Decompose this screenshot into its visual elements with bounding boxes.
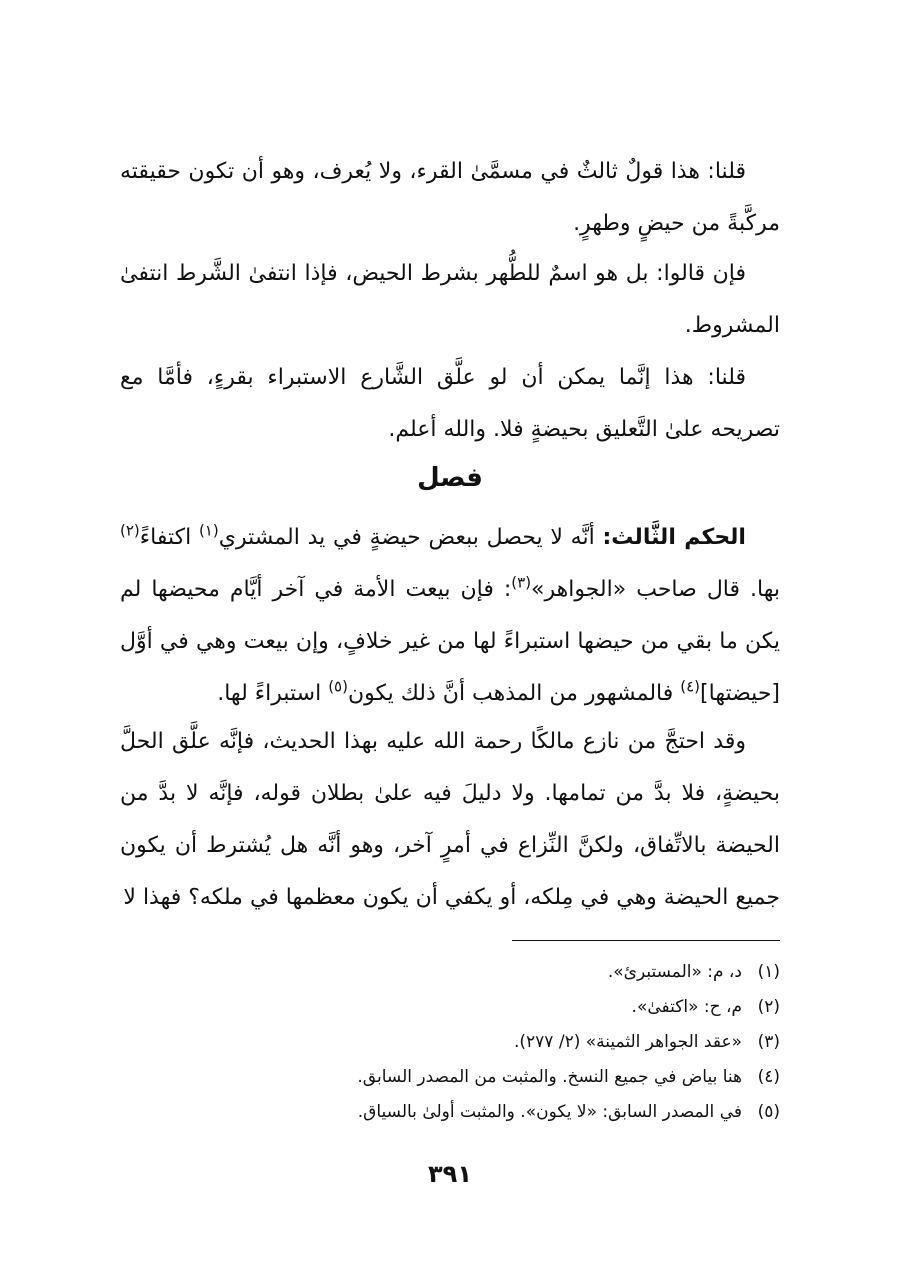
footnote-4 <box>120 1060 780 1095</box>
ruling-text-2: اكتفاءً <box>139 525 199 550</box>
ruling-text-4: : فإن بيعت الأمة في آخر أيَّام محيضها لم يكن ما بقي من حيضها استبراءً لها من غير خلافٍ، وإن بيعت وهي في أوَّل [حيضتها] <box>120 577 780 706</box>
footnote-ref-4[interactable]: (٤) <box>680 677 701 696</box>
ruling-text-1: أنَّه لا يحصل ببعض حيضةٍ في يد المشتري <box>218 525 603 550</box>
footnote-number: (٣) <box>757 1032 780 1052</box>
paragraph-5: وقد احتجَّ من نازع مالكًا رحمة الله عليه بهذا الحديث، فإنَّه علَّق الحلَّ بحيضةٍ، فلا بدَّ من تمامها. ولا دليلَ فيه علىٰ بطلان قوله، فإنَّه لا بدَّ من الحيضة بالاتِّفاق، ولكنَّ النِّزاع في أمرٍ آخر، وهو أنَّه هل يُشترط أن يكون جميع الحيضة وهي في مِلكه، أو يكفي أن يكون معظمها في ملكه؟ فهذا لا <box>120 729 780 910</box>
paragraph-1: قلنا: هذا قولٌ ثالثٌ في مسمَّىٰ القرء، ولا يُعرف، وهو أن تكون حقيقته مركَّبةً من حيضٍ وطهرٍ. <box>120 159 780 236</box>
paragraph-3-container <box>120 352 780 456</box>
footnote-1 <box>120 955 780 990</box>
ruling-lead: الحكم الثَّالث: <box>602 525 746 550</box>
ruling-text-3: بها. قال صاحب «الجواهر» <box>531 577 780 602</box>
paragraph-3: قلنا: هذا إنَّما يمكن أن لو علَّق الشَّارع الاستبراء بقرءٍ، فأمَّا مع تصريحه علىٰ التَّعليق بحيضةٍ فلا. والله أعلم. <box>120 365 780 442</box>
paragraph-1-container <box>120 146 780 250</box>
paragraph-2: فإن قالوا: بل هو اسمٌ للطُّهر بشرط الحيض، فإذا انتفىٰ الشَّرط انتفىٰ المشروط. <box>120 261 780 338</box>
ruling-paragraph <box>120 512 780 720</box>
paragraph-5-container <box>120 716 780 924</box>
footnote-number: (١) <box>757 962 780 982</box>
paragraph-2-container <box>120 248 780 352</box>
ruling-paragraph-container <box>120 512 780 720</box>
footnote-text: م، ح: «اكتفىٰ». <box>631 997 742 1017</box>
footnote-ref-1[interactable]: (١) <box>198 521 219 540</box>
footnote-text: في المصدر السابق: «لا يكون». والمثبت أولىٰ بالسياق. <box>357 1102 742 1122</box>
footnote-ref-3[interactable]: (٣) <box>511 573 532 592</box>
footnote-divider <box>512 940 780 941</box>
footnote-5 <box>120 1095 780 1130</box>
footnote-ref-2[interactable]: (٢) <box>120 521 140 540</box>
footnote-number: (٢) <box>757 997 780 1017</box>
footnote-text: د، م: «المستبرئ». <box>607 962 742 982</box>
footnote-3 <box>120 1025 780 1060</box>
footnote-ref-5[interactable]: (٥) <box>328 677 348 696</box>
footnote-number: (٥) <box>757 1102 780 1122</box>
ruling-text-5: فالمشهور من المذهب أنَّ ذلك يكون <box>347 681 681 706</box>
footnote-text: «عقد الجواهر الثمينة» (٢/ ٢٧٧). <box>513 1032 742 1052</box>
footnotes-list <box>120 955 780 1130</box>
footnote-text: هنا بياض في جميع النسخ. والمثبت من المصدر السابق. <box>357 1067 742 1087</box>
footnote-2 <box>120 990 780 1025</box>
section-heading: فصل <box>417 463 483 493</box>
footnote-number: (٤) <box>757 1067 780 1087</box>
ruling-text-6: استبراءً لها. <box>217 681 329 706</box>
page-number: ٣٩١ <box>428 1160 472 1188</box>
